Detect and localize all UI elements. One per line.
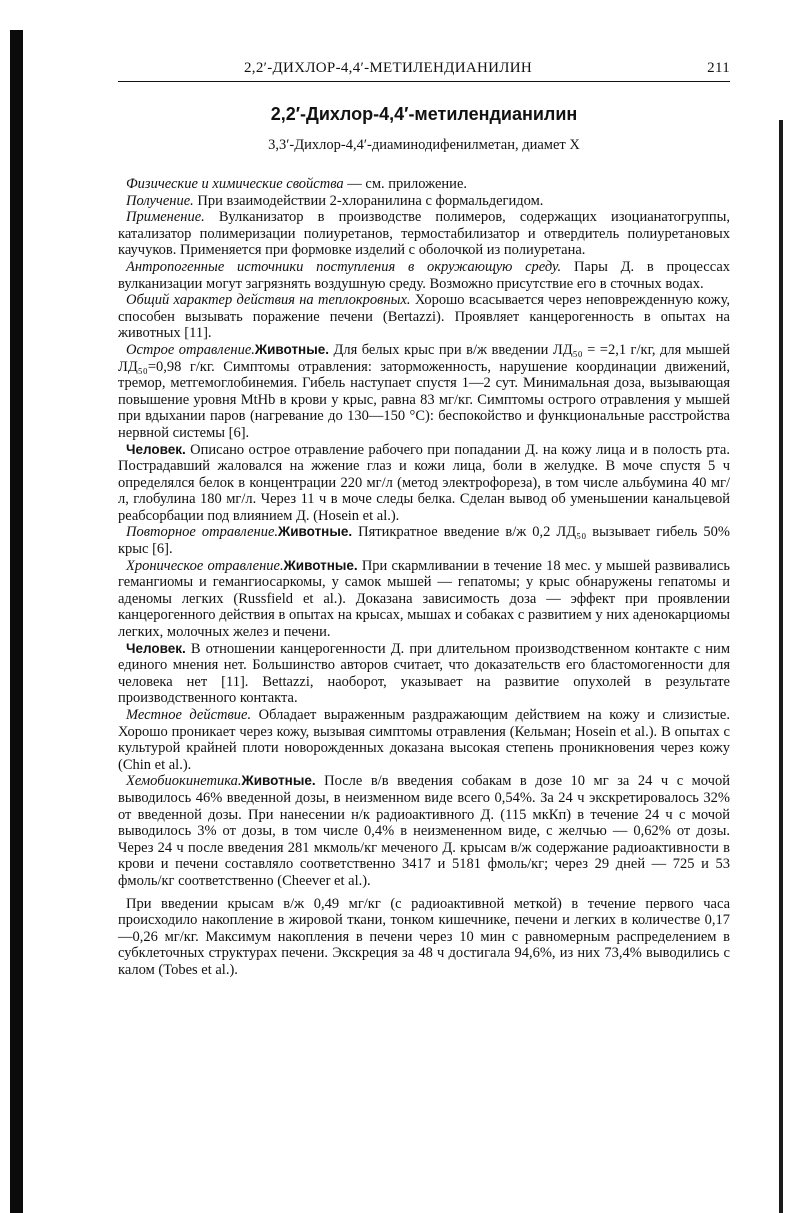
paragraph bbox=[118, 209, 730, 259]
paragraph-text: В отношении канцерогенности Д. при длительном производственном контакте с ним единого мнения нет. Большинство авторов считает, что доказательств его бластомогенности для человека нет [11]. Bettazzi, наоборот, указывает на развитие опухолей в результате производственного контакта. bbox=[118, 640, 730, 707]
paragraph-lead: Общий характер действия на теплокровных. bbox=[126, 292, 411, 309]
article-body bbox=[118, 176, 730, 979]
paragraph-text: Хорошо всасывается через неповрежденную кожу, способен вызывать поражение печени (Bertazzi). Проявляет канцерогенность в опытах на животных [11]. bbox=[118, 292, 730, 342]
paragraph-sublead: Животные. bbox=[278, 524, 353, 540]
paragraph-text: Вулканизатор в производстве полимеров, содержащих изоцианатогруппы, катализатор полимеризации полиуретанов, термостабилизатор и отвердитель полиуретановых каучуков. Применяется при формовке изделий с оболочкой из полиуретана. bbox=[118, 209, 730, 259]
paragraph-lead: Повторное отравление. bbox=[126, 524, 279, 541]
paragraph-lead: Хемобиокинетика. bbox=[126, 773, 242, 790]
paragraph-sublead: Животные. bbox=[283, 557, 358, 573]
book-page bbox=[118, 60, 730, 979]
page-number: 211 bbox=[707, 60, 730, 76]
paragraph bbox=[118, 641, 730, 707]
paragraph-lead: Применение. bbox=[126, 209, 205, 226]
paragraph bbox=[118, 176, 730, 193]
paragraph-sublead: Человек. bbox=[126, 441, 186, 457]
paragraph-text: После в/в введения собакам в дозе 10 мг за 24 ч с мочой выводилось 46% введенной дозы, в неизменном виде всего 0,54%. За 24 ч экскретировалось 32% от введенной дозы. При нанесении н/к радиоактивного Д. (115 мкКп) в течение 24 ч с мочой выводилось 3% от дозы, в том числе 0,4% в неизмененном виде, с желчью — 0,62% от дозы. Через 24 ч после введения 281 мкмоль/кг меченого Д. крысам в/ж содержание радиоактивности в крови и печени составляло соответственно 3417 и 5181 фмоль/кг; через 29 дней — 725 и 53 фмоль/кг соответственно (Cheever et al.). bbox=[118, 773, 730, 889]
paragraph-text: Для белых крыс при в/ж введении ЛД₅₀ = =2,1 г/кг, для мышей ЛД₅₀=0,98 г/кг. Симптомы отравления: заторможенность, нарушение координации движений, тремор, метгемоглобинемия. Гибель наступает спустя 1—2 сут. Минимальная доза, вызывающая повышение уровня MtHb в крови у крыс, равна 83 мг/кг. Симптомы острого отравления у мышей при вдыхании паров (нагревание до 130—150 °С): беспокойство и функциональные расстройства нервной системы [6]. bbox=[118, 341, 730, 441]
paragraph-text: Обладает выраженным раздражающим действием на кожу и слизистые. Хорошо проникает через кожу, вызывая симптомы отравления (Кельман; Hosein et al.). В опытах с культурой крайней плоти новорожденных доказана высокая степень проникновения через кожу (Chin et al.). bbox=[118, 707, 730, 773]
running-head-title: 2,2′-ДИХЛОР-4,4′-МЕТИЛЕНДИАНИЛИН bbox=[244, 60, 532, 76]
paragraph-sublead: Животные. bbox=[254, 341, 329, 357]
paragraph-sublead: Человек. bbox=[126, 640, 186, 656]
paragraph-text: При введении крысам в/ж 0,49 мг/кг (с радиоактивной меткой) в течение первого часа происходило накопление в жировой ткани, тонком кишечнике, печени и легких в количестве 0,17—0,26 мг/кг. Максимум накопления в печени через 10 мин с равномерным распределением в субклеточных структурах печени. Экскреция за 48 ч достигала 94,6%, из них 73,4% выводились с калом (Tobes et al.). bbox=[118, 895, 730, 978]
paragraph bbox=[118, 773, 730, 889]
paragraph bbox=[118, 342, 730, 442]
article-title: 2,2′-Дихлор-4,4′-метилендианилин bbox=[270, 104, 578, 124]
paragraph-lead: Острое отравление. bbox=[126, 341, 255, 358]
paragraph-lead: Физические и химические свойства bbox=[126, 176, 344, 192]
paragraph bbox=[118, 193, 730, 210]
paragraph-text: — см. приложение. bbox=[343, 176, 468, 192]
scan-edge-left bbox=[10, 30, 23, 1213]
paragraph bbox=[118, 442, 730, 525]
paragraph-text: При скармливании в течение 18 мес. у мышей развивались гемангиомы и гемангиосаркомы, у самок мышей — гепатомы; у крыс обнаружены гепатомы и аденомы легких (Russfield et al.). Доказана зависимость доза — эффект при проявлении канцерогенного действия в опытах на крысах, мышах и собаках с развитием у них аденокарциомы легких, молочных желез и печени. bbox=[118, 557, 730, 641]
paragraph bbox=[118, 707, 730, 773]
running-head bbox=[118, 60, 730, 82]
paragraph-text: Описано острое отравление рабочего при попадании Д. на кожу лица и в полость рта. Пострадавший жаловался на жжение глаз и кожи лица, боли в желудке. В моче спустя 5 ч определялся белок в концентрации 220 мг/л (метод электрофореза), в том числе альбумина 40 мг/л, глобулина 180 мг/л. Через 11 ч в моче следы белка. Сделан вывод об уменьшении канальцевой реабсорбации под влиянием Д. (Hosein et al.). bbox=[118, 441, 730, 524]
paragraph-text: При взаимодействии 2-хлоранилина с формальдегидом. bbox=[193, 192, 544, 209]
paragraph-lead: Антропогенные источники поступления в окружающую среду. bbox=[126, 258, 562, 275]
paragraph bbox=[118, 259, 730, 292]
article-synonyms: 3,3′-Дихлор-4,4′-диаминодифенилметан, диамет X bbox=[268, 137, 580, 153]
paragraph-sublead: Животные. bbox=[241, 773, 316, 789]
paragraph bbox=[118, 558, 730, 641]
paragraph-lead: Получение. bbox=[126, 192, 194, 209]
paragraph bbox=[118, 524, 730, 557]
paragraph-lead: Хроническое отравление. bbox=[126, 557, 284, 574]
paragraph bbox=[118, 292, 730, 342]
scan-edge-right bbox=[779, 120, 783, 1213]
paragraph-text: Пары Д. в процессах вулканизации могут загрязнять воздушную среду. Возможно присутствие его в сточных водах. bbox=[118, 258, 731, 292]
paragraph-lead: Местное действие. bbox=[126, 707, 252, 723]
paragraph-text: Пятикратное введение в/ж 0,2 ЛД₅₀ вызывает гибель 50% крыс [6]. bbox=[118, 524, 730, 558]
paragraph bbox=[118, 896, 730, 979]
